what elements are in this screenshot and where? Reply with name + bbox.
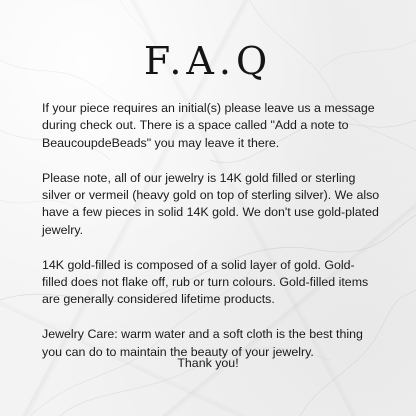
paragraph-materials: Please note, all of our jewelry is 14K gold filled or sterling silver or vermeil (heavy gold on top of sterling silver). We also have a few pieces in solid 14K gold. We don't use gold-plated jewelry. bbox=[42, 170, 380, 237]
closing-text: Thank you! bbox=[177, 356, 239, 370]
paragraph-gold-filled: 14K gold-filled is composed of a solid layer of gold. Gold-filled does not flake off, rub or turn colours. Gold-filled items are generally considered lifetime products. bbox=[42, 257, 369, 307]
page-title: F.A.Q bbox=[143, 39, 273, 83]
paragraph-initials: If your piece requires an initial(s) please leave us a message during check out. There is a space called "Add a note to BeaucoupdeBeads" you may leave it there. bbox=[42, 101, 375, 150]
faq-content bbox=[42, 100, 380, 378]
paragraph-jewelry-care: Jewelry Care: warm water and a soft cloth is the best thing you can do to maintain the beauty of your jewelry. bbox=[42, 327, 363, 359]
